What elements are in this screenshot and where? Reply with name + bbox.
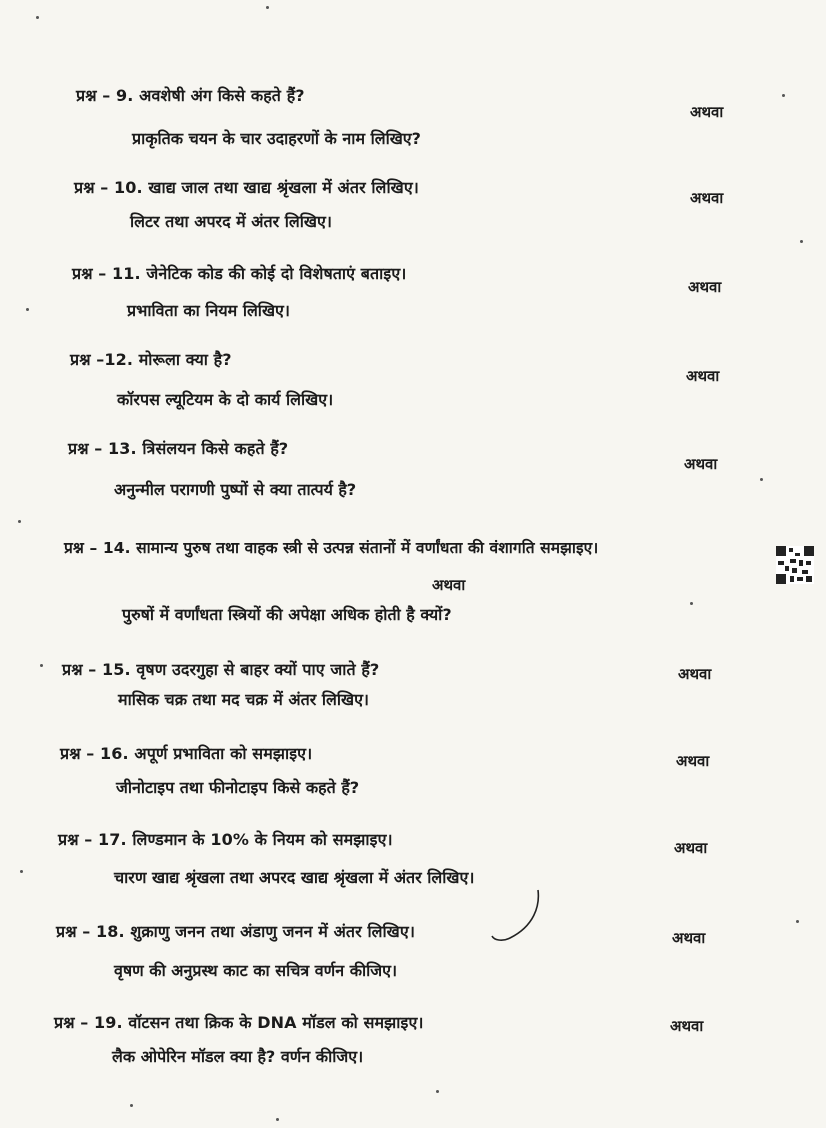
scan-speck [782,94,785,97]
question-line [76,84,305,106]
scan-speck [26,308,29,311]
scan-speck [276,1118,279,1121]
question-text: खाद्य जाल तथा खाद्य श्रृंखला में अंतर लिखिए। [148,178,419,197]
scan-speck [18,520,21,523]
alternate-question: जीनोटाइप तथा फीनोटाइप किसे कहते हैं? [116,778,360,797]
or-label: अथवा [690,189,724,207]
alternate-question: पुरुषों में वर्णांधता स्त्रियों की अपेक्षा अधिक होती है क्यों? [122,605,452,624]
question-text: वॉटसन तथा क्रिक के DNA मॉडल को समझाइए। [128,1013,424,1032]
question-line [74,176,419,198]
or-label: अथवा [686,367,720,385]
or-label: अथवा [670,1017,704,1035]
pen-mark [488,886,548,948]
question-number: प्रश्न – 10. [74,178,143,197]
or-label: अथवा [678,665,712,683]
scan-speck [800,240,803,243]
alternate-question: लिटर तथा अपरद में अंतर लिखिए। [130,212,332,231]
scan-speck [436,1090,439,1093]
question-text: वृषण उदरगुहा से बाहर क्यों पाए जाते हैं? [136,660,380,679]
question-number: प्रश्न – 9. [76,86,134,105]
or-label: अथवा [432,576,466,594]
question-text: त्रिसंलयन किसे कहते हैं? [142,439,289,458]
scan-speck [266,6,269,9]
scan-speck [36,16,39,19]
scan-speck [796,920,799,923]
question-line [58,828,393,850]
question-text: शुक्राणु जनन तथा अंडाणु जनन में अंतर लिखिए। [130,922,415,941]
question-line [60,742,312,764]
question-text: जेनेटिक कोड की कोई दो विशेषताएं बताइए। [146,264,407,283]
alternate-question: लैक ओपेरिन मॉडल क्या है? वर्णन कीजिए। [112,1047,364,1066]
question-number: प्रश्न – 16. [60,744,129,763]
question-number: प्रश्न – 15. [62,660,131,679]
question-number: प्रश्न –12. [70,350,134,369]
qr-code-icon [776,546,814,584]
question-number: प्रश्न – 17. [58,830,127,849]
scan-speck [40,664,43,667]
scan-speck [760,478,763,481]
scan-speck [20,870,23,873]
scan-speck [130,1104,133,1107]
alternate-question: चारण खाद्य श्रृंखला तथा अपरद खाद्य श्रृंखला में अंतर लिखिए। [114,868,475,887]
alternate-question: वृषण की अनुप्रस्थ काट का सचित्र वर्णन कीजिए। [114,961,398,980]
question-line [54,1011,424,1033]
question-line [56,920,415,942]
alternate-question: प्राकृतिक चयन के चार उदाहरणों के नाम लिखिए? [132,129,421,148]
question-line [70,348,232,370]
question-number: प्रश्न – 18. [56,922,125,941]
or-label: अथवा [674,839,708,857]
question-number: प्रश्न – 13. [68,439,137,458]
question-number: प्रश्न – 14. [64,539,131,557]
question-line [64,536,598,558]
question-text: लिण्डमान के 10% के नियम को समझाइए। [132,830,393,849]
question-number: प्रश्न – 11. [72,264,141,283]
or-label: अथवा [690,103,724,121]
or-label: अथवा [672,929,706,947]
question-line [72,262,406,284]
alternate-question: प्रभाविता का नियम लिखिए। [127,301,290,320]
question-text: अवशेषी अंग किसे कहते हैं? [139,86,305,105]
or-label: अथवा [684,455,718,473]
question-line [68,437,288,459]
alternate-question: मासिक चक्र तथा मद चक्र में अंतर लिखिए। [118,690,369,709]
alternate-question: अनुन्मील परागणी पुष्पों से क्या तात्पर्य है? [114,480,357,499]
scan-speck [690,602,693,605]
or-label: अथवा [676,752,710,770]
or-label: अथवा [688,278,722,296]
question-line [62,658,379,680]
question-number: प्रश्न – 19. [54,1013,123,1032]
question-text: सामान्य पुरुष तथा वाहक स्त्री से उत्पन्न संतानों में वर्णांधता की वंशागति समझाइए। [136,539,599,557]
question-text: अपूर्ण प्रभाविता को समझाइए। [134,744,313,763]
alternate-question: कॉरपस ल्यूटियम के दो कार्य लिखिए। [117,390,334,409]
question-text: मोरूला क्या है? [138,350,232,369]
